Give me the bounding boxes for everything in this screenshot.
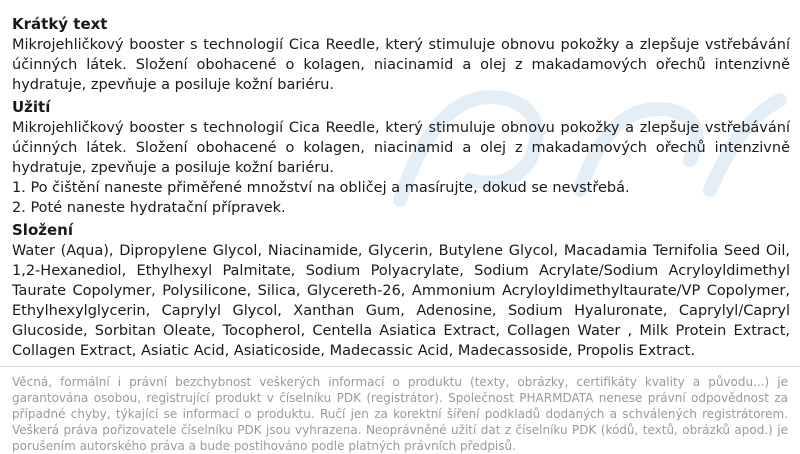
short-text-title: Krátký text <box>12 15 108 33</box>
divider <box>0 366 800 367</box>
usage-title: Užití <box>12 98 51 116</box>
usage-body: Mikrojehličkový booster s technologií Cica Reedle, který stimuluje obnovu pokožky a zlepšuje vstřebávání účinných látek. Složení obohacené o kolagen, niacinamid a olej z makadamových ořechů intenzivně hydratuje, zpevňuje a posiluje kožní bariéru. <box>12 120 790 176</box>
composition-title: Složení <box>12 221 73 239</box>
short-text-body: Mikrojehličkový booster s technologií Cica Reedle, který stimuluje obnovu pokožky a zlepšuje vstřebávání účinných látek. Složení obohacené o kolagen, niacinamid a olej z makadamových ořechů intenzivně hydratuje, zpevňuje a posiluje kožní bariéru. <box>12 37 790 93</box>
usage-step-1: 1. Po čištění naneste přiměřené množství na obličej a masírujte, dokud se nevstřebá. <box>12 180 630 196</box>
composition-body: Water (Aqua), Dipropylene Glycol, Niacinamide, Glycerin, Butylene Glycol, Macadamia Ternifolia Seed Oil, 1,2-Hexanediol, Ethylhexyl Palmitate, Sodium Polyacrylate, Sodium Acrylate/Sodium Acryloyldimethyl Taurate Copolymer, Polysilicone, Silica, Glycereth-26, Ammonium Acryloyldimethyltaurate/VP Copolymer, Ethylhexylglycerin, Caprylyl Glycol, Xanthan Gum, Adenosine, Sodium Hyaluronate, Caprylyl/Capryl Glucoside, Sorbitan Oleate, Tocopherol, Centella Asiatica Extract, Collagen Water , Milk Protein Extract, Collagen Extract, Asiatic Acid, Asiaticoside, Madecassic Acid, Madecassoside, Propolis Extract. <box>12 243 790 359</box>
usage-step-2: 2. Poté naneste hydratační přípravek. <box>12 200 286 216</box>
product-info <box>12 14 790 361</box>
disclaimer-text: Věcná, formální i právní bezchybnost veškerých informací o produktu (texty, obrázky, certifikáty kvality a původu...) je garantována osobou, registrující produkt v číselníku PDK (registrátor). Společnost PHARMDATA nenese právní odpovědnost za případné chyby, týkající se informací o produktu. Ručí jen za korektní šíření podkladů dodaných a schválených registrátorem. Veškerá práva pořizovatele číselníku PDK jsou vyhrazena. Neoprávněné užití dat z číselníku PDK (kódů, textů, obrázků apod.) je porušením autorského práva a bude postihováno podle platných právních předpisů. <box>12 375 788 453</box>
